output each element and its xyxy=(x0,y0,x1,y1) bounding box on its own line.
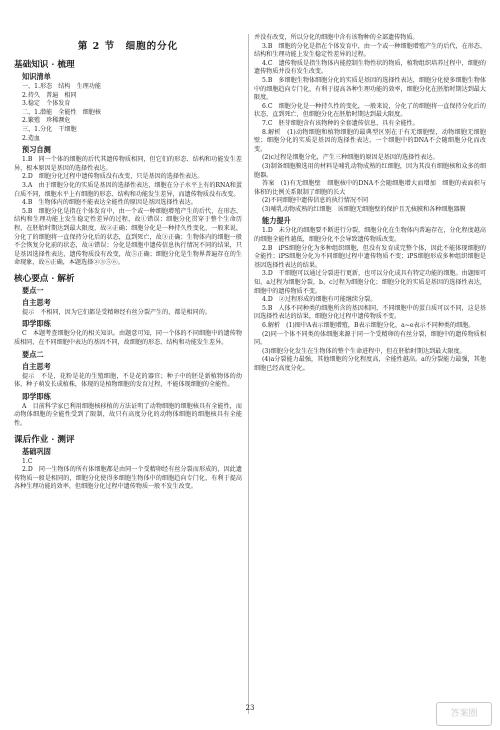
paragraph: 5.B 多细胞生物体细胞分化的实质是基因的选择性表达，细胞分化使多细胞生物体中的细胞趋向专门化，有利于提高各种生理功能的效率，细胞分化在胚胎时期达到最大限度。 xyxy=(254,76,486,102)
page-number: 23 xyxy=(245,704,255,712)
paragraph: 1.B 同一个体的细胞的后代其遗传物质相同，但它们的形态、结构和功能发生差异，根本原因是基因的选择性表达。 xyxy=(14,156,242,172)
watermark-logo: 答案圈 xyxy=(436,702,492,726)
column-divider xyxy=(248,34,249,714)
paragraph: (3)哺乳动物成熟的红细胞 该细胞无细胞壁的保护且无核膜和各种细胞器膜 xyxy=(262,205,466,213)
subheading: 即学即练 xyxy=(22,391,51,401)
paragraph: 答案 (1)有无细胞壁 细胞核中的DNA不会随细胞增大而增加 细胞的表面积与体积的比例关系限制了细胞的长大 xyxy=(254,180,486,196)
paragraph: 7.C 胚芽细胞含有该物种的全套遗传信息，具有全能性。 xyxy=(262,119,419,127)
paragraph: 4.D ②过程形成的细胞有可能继续分裂。 xyxy=(262,296,377,304)
list-item: 一、1.形态 结构 生理功能 xyxy=(22,83,101,90)
list-item: 2.繁殖 珍稀濒危 xyxy=(22,117,71,125)
paragraph: (3)细胞分化发生在生物体的整个生命进程中，但在胚胎时期达到最大限度。 xyxy=(262,347,466,355)
subheading: 要点二 xyxy=(22,349,44,359)
list-item: 三、1.分化 干细胞 xyxy=(22,125,77,133)
paragraph: 1.C xyxy=(22,457,33,465)
subheading: 能力提升 xyxy=(262,216,291,226)
section-heading: 基础知识 · 梳理 xyxy=(14,60,75,70)
paragraph: 3.B 细胞的分化是指在个体发育中，由一个或一种细胞增殖产生的后代，在形态、结构和生理功能上发生稳定性差异的过程。 xyxy=(254,42,486,59)
right-column xyxy=(254,34,486,374)
paragraph: 5.B 细胞分化是指在个体发育中，由一个或一种细胞增殖产生的后代，在形态、结构和生理功能上发生稳定性差异的过程，故①错误；细胞分化贯穿于整个生命历程，在胚胎时期达到最大限度，故②正确；细胞分化是一种持久性变化，一般来说，分化了的细胞将一直保持分化后的状态，直到死亡，故③正确；生物体内的细胞一般不会恢复分化前的状态，故④错误；分化是细胞中遗传信息执行情况不同的结果，只是基因选择性表达，遗传物质没有改变，故⑤正确；细胞分化是生物界普遍存在的生命现象，故⑥正确，本题选择②③⑤⑥。 xyxy=(14,207,242,267)
paragraph: 提示 不是，花粉是花的生殖细胞，不是花的器官；种子中的胚是新植物体的幼体，种子萌发长成植株，体现的是植物细胞的发育过程，不能体现细胞的全能性。 xyxy=(14,372,242,389)
paragraph: 1.D 未分化的细胞要不断进行分裂，细胞分化在生物体内普遍存在，分化程度越高的细胞全能性越低，细胞分化不会导致遗传物质改变。 xyxy=(254,227,486,244)
subheading: 即学即练 xyxy=(22,319,51,329)
subheading: 基础巩固 xyxy=(22,446,51,456)
paragraph: 3.A 由于细胞分化的实质是基因的选择性表达，细胞在分子水平上有的RNA和蛋白质不同，细胞水平上有细胞的形态、结构和功能发生差异，而遗传物质没有改变。 xyxy=(14,181,242,198)
paragraph: A 目前科学家已利用细胞核移植的方法证明了动物细胞的细胞核具有全能性，而动物体细胞的全能性受到了限制，故只有高度分化的动物体细胞的细胞核具有全能性。 xyxy=(14,402,242,428)
paragraph: 6.解析 (1)图中A表示细胞增殖，B表示细胞分化，a~e表示不同种类的细胞。 xyxy=(262,322,475,329)
list-item: 3.稳定 个体发育 xyxy=(22,100,71,108)
paragraph: 2.D 细胞分化过程中遗传物质没有改变，只是基因的选择性表达。 xyxy=(22,173,204,181)
subheading: 预习自测 xyxy=(22,145,51,155)
paragraph: 并没有改变，所以分化的细胞中含有该物种的全部遗传物质。 xyxy=(254,34,419,41)
paragraph: 5.B 人体不同种类的细胞所含的基因相同，不同细胞中的蛋白质可以不同，这是基因选择性表达的结果，细胞分化过程中遗传物质不变。 xyxy=(254,304,486,321)
list-item: 二、1.潜能 全能性 细胞核 xyxy=(22,108,101,116)
subheading: 要点一 xyxy=(22,285,44,295)
paragraph: 6.C 细胞分化是一种持久性的变化，一般来说，分化了的细胞将一直保持分化后的状态，直到死亡，但细胞分化在胚胎时期达到最大限度。 xyxy=(254,102,486,119)
list-item: 2.持久 普遍 相同 xyxy=(22,91,77,99)
subheading: 自主思考 xyxy=(22,361,51,371)
paragraph: (2)c过程是细胞分化，产生三种细胞的原因是基因的选择性表达。 xyxy=(262,154,439,162)
paragraph: C 本题考查细胞分化的相关知识。由题意可知，同一个体的不同细胞中的遗传物质相同，在不同细胞中表达的基因不同，故细胞的形态、结构和功能发生差异。 xyxy=(14,330,242,347)
section-heading: 课后作业 · 测评 xyxy=(14,434,75,445)
paragraph: 4.B 生物体内的细胞不能表达全能性的原因是基因选择性表达。 xyxy=(22,199,197,207)
paragraph: (4)a分裂能力最强，其他细胞的分化程度高，全能性越高。a的分裂能力最强，其他细胞已经高度分化。 xyxy=(254,356,486,372)
list-item: 2.造血 xyxy=(22,134,41,142)
paragraph: (2)同一个体不同类的体细胞来源于同一个受精卵的有丝分裂，细胞中的遗传物质相同。 xyxy=(254,330,486,347)
paragraph: 8.解析 (1)动物细胞和植物细胞的最典型区别在于有无细胞壁，动物细胞无细胞壁；细胞分化的实质是基因的选择性表达，一个细胞中的DNA不会随细胞分化而改变。 xyxy=(254,128,486,153)
paragraph: (3)制备细胞膜选用的材料是哺乳动物成熟的红细胞，因为其没有细胞核和众多的细胞器。 xyxy=(254,162,486,179)
paragraph: (2)不同细胞中遗传信息的执行情况不同 xyxy=(262,197,369,205)
subheading: 自主思考 xyxy=(22,297,51,307)
left-column xyxy=(14,38,242,492)
paragraph: 提示 不相同，因为它们都是受精卵经有丝分裂产生的，都是相同的。 xyxy=(22,308,211,316)
section-heading: 核心要点 · 解析 xyxy=(14,273,75,284)
paragraph: 3.D 干细胞可以通过分裂进行更新，也可以分化成具有特定功能的细胞。由题图可知，a过程为细胞分裂，b、c过程为细胞分化；细胞分化的实质是基因的选择性表达，细胞中的遗传物质不变。 xyxy=(254,270,486,295)
paragraph: 2.B iPS细胞分化为多种组织细胞，但没有发育成完整个体，因此不能体现细胞的全能性；iPS细胞分化为不同细胞过程中遗传物质不变；iPS细胞形成多种组织细胞是基因选择性表达的结果。 xyxy=(254,244,486,269)
paragraph: 4.C 遗传物质是指生物体内能控制生物性状的物质，植物组织培养过程中，细胞的遗传物质并没有发生改变。 xyxy=(254,59,486,76)
subheading: 知识清单 xyxy=(22,72,51,81)
paragraph: 2.D 同一生物体的所有体细胞都是由同一个受精卵经有丝分裂而形成的，因此遗传物质一般是相同的，细胞分化使得多细胞生物体中的细胞趋向专门化，有利于提高各种生理功能的效率，但细胞分化过程中遗传物质一般不发生改变。 xyxy=(14,466,242,491)
page-title: 第 2 节 细胞的分化 xyxy=(77,41,179,52)
